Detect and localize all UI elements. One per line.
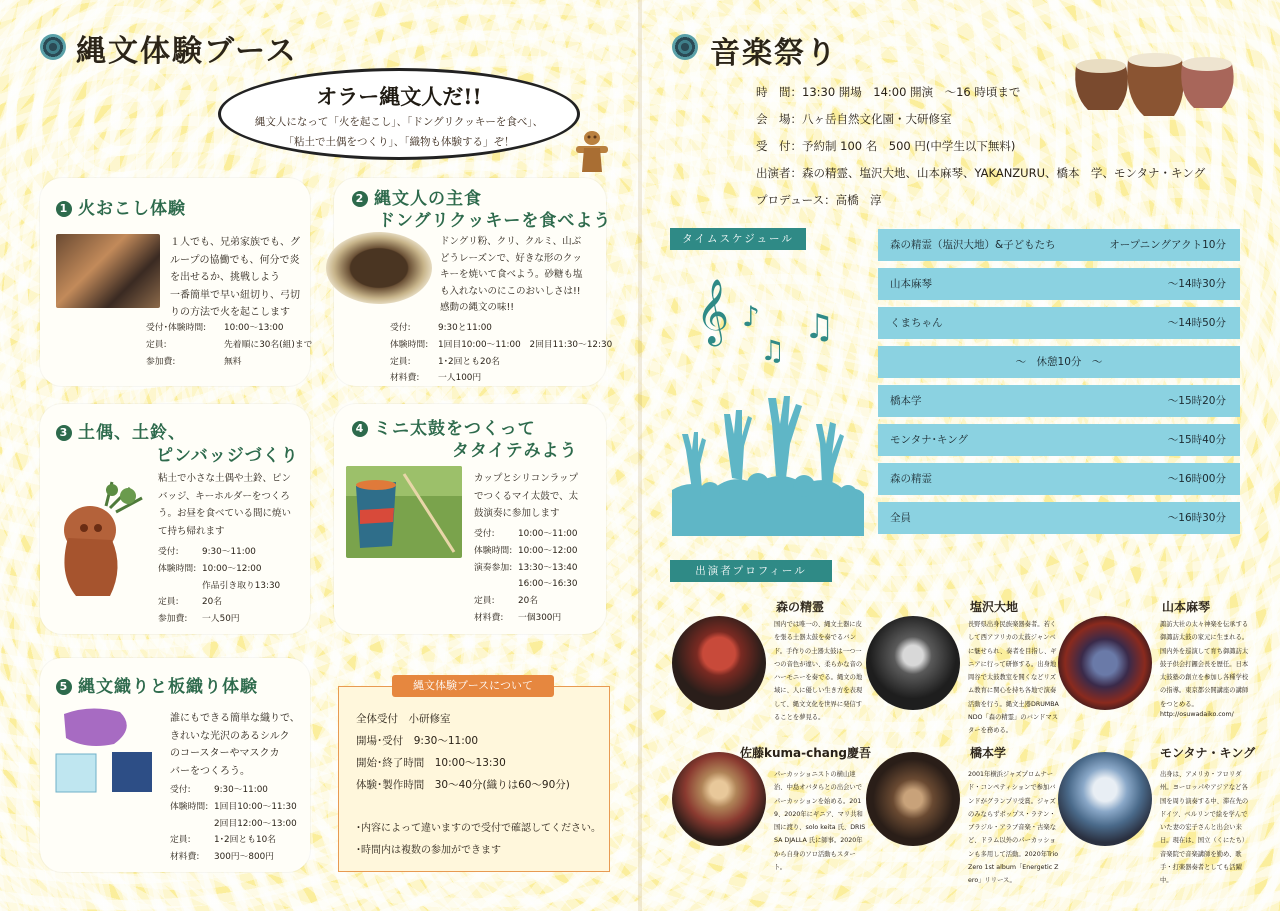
card-1-title-text: 火おこし体験	[78, 199, 186, 219]
schedule-row-break	[878, 346, 1240, 378]
festival-info	[756, 79, 1205, 214]
about-line: 開始･終了時間 10:00～13:30	[356, 757, 506, 769]
info-key: 体験時間:	[474, 545, 513, 556]
dogu-figure-icon	[572, 128, 612, 178]
festival-info-venue: 会 場：八ヶ岳自然文化園・大研修室	[756, 112, 952, 126]
info-row	[390, 320, 612, 337]
info-key: 体験時間:	[170, 801, 209, 812]
card-4-body-line: でつくるマイ太鼓で、太	[474, 490, 579, 502]
info-row	[474, 576, 578, 593]
about-note: ･内容によって違いますので受付で確認してください。	[356, 823, 601, 834]
festival-info-reception: 受 付：予約制 100 名 500 円(中学生以下無料)	[756, 139, 1016, 153]
info-value: 20名	[518, 596, 538, 607]
info-row	[390, 354, 612, 371]
card-2-body	[440, 234, 600, 317]
about-note: ･時間内は複数の参加ができます	[356, 845, 501, 856]
schedule-row	[878, 424, 1240, 456]
info-row	[158, 544, 280, 561]
card-5-body	[170, 710, 306, 780]
card-2-body-line: も入れないのにこのおいしさは!!	[440, 285, 581, 297]
jomon-spiral-icon	[672, 34, 698, 60]
profile-name: 橋本学	[970, 746, 1007, 760]
info-value: 1･2回とも20名	[438, 356, 500, 367]
dogu-photo	[50, 478, 150, 602]
schedule-row	[878, 502, 1240, 534]
info-row	[170, 782, 297, 799]
card-1-title	[56, 194, 186, 219]
schedule-time: オープニングアクト10分	[1109, 239, 1226, 251]
schedule-performer: くまちゃん	[890, 317, 943, 329]
info-key	[170, 816, 214, 833]
card-2-title-line-1: 縄文人の主食	[374, 189, 482, 209]
card-5-body-line: のコースターやマスクカ	[170, 748, 280, 759]
card-3-body-line: て持ち帰れます	[158, 525, 225, 537]
schedule-performer: 森の精霊	[890, 473, 932, 485]
schedule-row	[878, 229, 1240, 261]
card-5-body-line: 誰にもできる簡単な織りで、	[170, 713, 300, 724]
info-row	[158, 561, 280, 578]
card-5-info	[170, 782, 297, 866]
card-2-body-line: ドングリ粉、クリ、クルミ、山ぶ	[440, 236, 582, 247]
svg-text:♫: ♫	[804, 307, 835, 347]
info-row	[170, 816, 297, 833]
schedule-time: ～16時30分	[1167, 512, 1226, 524]
schedule-performer: 森の精霊（塩沢大地）&子どもたち	[890, 239, 1056, 251]
profile-name: モンタナ・キング	[1160, 746, 1256, 760]
jomon-spiral-icon	[40, 34, 66, 60]
info-row	[158, 594, 280, 611]
schedule-performer: モンタナ･キング	[890, 434, 969, 446]
mini-drum-photo	[346, 466, 462, 558]
info-value: 先着順に30名(組)まで	[224, 339, 313, 350]
card-5-title	[56, 672, 258, 697]
info-value: 10:00～12:00	[202, 563, 262, 574]
about-booth-notes	[356, 818, 601, 862]
info-row	[146, 320, 312, 337]
schedule-row	[878, 463, 1240, 495]
card-3-title-line-1: 土偶、土鈴、	[78, 423, 186, 443]
info-row	[158, 611, 280, 628]
profile-text: 出身は、アメリカ・フロリダ州。ヨーロッパやアジアなど各国を周り演奏する中、滞在先のドイツ、ベルリンで絵を学んでいた妻の宏子さんと出会い来日。現在は、国立（くにたち）音楽院で音楽講師を勤め、歌手・打楽器奏者としても活躍中。	[1160, 771, 1249, 885]
schedule-row	[878, 307, 1240, 339]
info-row	[474, 610, 578, 627]
schedule-performer: 山本麻琴	[890, 278, 932, 290]
festival-info-performers: 出演者：森の精霊、塩沢大地、山本麻琴、YAKANZURU、橋本 学、モンタナ・キング	[756, 166, 1206, 180]
card-3-info	[158, 544, 280, 628]
info-key: 定員:	[390, 356, 411, 367]
info-key: 体験時間:	[390, 339, 429, 350]
card-4-title-line-1: ミニ太鼓をつくって	[374, 419, 536, 439]
about-line: 全体受付 小研修室	[356, 713, 451, 725]
svg-text:𝄞: 𝄞	[696, 279, 730, 344]
about-line: 体験･製作時間 30～40分(織りは60～90分)	[356, 779, 570, 791]
info-value: 一人50円	[202, 614, 240, 625]
info-row	[146, 354, 312, 371]
card-4-number: 4	[352, 421, 368, 437]
info-row	[474, 560, 578, 577]
fire-making-photo	[56, 234, 160, 308]
info-value: 一個300円	[518, 612, 562, 623]
schedule-row	[878, 385, 1240, 417]
info-value: 13:30～13:40	[518, 562, 578, 573]
card-3-number: 3	[56, 425, 72, 441]
info-row	[390, 337, 612, 354]
card-3-body-line: う。お昼を食べている間に焼い	[158, 508, 292, 519]
schedule-performer: 全員	[890, 512, 911, 524]
info-value: 無料	[224, 356, 242, 367]
bubble-line-2: 「粘土で土偶をつくり」、「織物も体験する」ぞ！	[283, 136, 515, 148]
info-value: 9:30と11:00	[438, 323, 492, 333]
card-5-body-line: バーをつくろう。	[170, 765, 250, 777]
card-3-body	[158, 470, 306, 540]
bubble-line-1: 縄文人になって「火を起こし」、「ドングリクッキーを食べ」、	[254, 116, 544, 128]
card-2-number: 2	[352, 191, 368, 207]
info-value: 2回目12:00～13:00	[214, 818, 297, 829]
info-key: 定員:	[474, 596, 495, 607]
profile-text: 2001年横浜ジャズプロムナード・コンペティションで参加バンドがグランプリ受賞。ジャズのみならずポップス・ラテン・ブラジル・アラブ音楽・古楽など、ドラム以外のパーカッションも多用して活動。2020年Trio Zero 1st album「Energetic Zero」リリース。	[968, 771, 1059, 885]
card-1-body-line: りの方法で火を起こします	[170, 307, 290, 318]
info-value: 16:00～16:30	[518, 579, 578, 590]
info-key: 定員:	[146, 339, 167, 350]
card-1-body-line: １人でも、兄弟家族でも、グ	[170, 237, 300, 248]
schedule-time: ～15時20分	[1167, 395, 1226, 407]
profile-photo-mori-no-seirei	[672, 616, 766, 710]
schedule-time: ～15時40分	[1167, 434, 1226, 446]
profile-url: http://osuwadaiko.com/	[1160, 711, 1234, 718]
info-row	[158, 578, 280, 595]
card-2-title-line-2: ドングリクッキーを食べよう	[378, 211, 612, 231]
info-value: 9:30～11:00	[214, 785, 268, 795]
info-row	[474, 543, 578, 560]
info-value: 10:00～11:00	[518, 529, 578, 539]
info-key: 体験時間:	[158, 563, 197, 574]
info-key	[158, 578, 202, 595]
card-4-title-line-2: タタイテみよう	[452, 441, 578, 461]
svg-text:♪: ♪	[742, 300, 760, 333]
schedule-time: ～16時00分	[1167, 473, 1226, 485]
right-page-title: 音楽祭り	[710, 36, 838, 71]
info-key: 材料費:	[474, 612, 504, 623]
info-key: 材料費:	[390, 373, 420, 384]
profile-photo-shiozawa-daichi	[866, 616, 960, 710]
profile-name: 山本麻琴	[1162, 600, 1211, 614]
schedule-row	[878, 268, 1240, 300]
profile-text: 長野県出身民族楽器奏者。若くして西アフリカの太鼓ジャンベに魅せられ、奏者を目指し、ギニアに行って研修する。出身地岡谷で太鼓教室を開くなどリズム教育に関心を持ち各地で演奏活動を行う。縄文土器DRUMBANDO「森の精霊」のバンドマスターを務める。	[968, 621, 1059, 735]
card-2-body-line: 感動の縄文の味!!	[440, 302, 515, 313]
profile-text: 国内では唯一の、縄文土器に皮を張る土器太鼓を奏でるバンド。手作りの土器太鼓は一つ一つの音色が違い、柔らかな音のハーモニーを奏でる。縄文の地域に、人に優しい生き方を表現して、縄文文化を世界に発信することを夢見る。	[774, 621, 863, 722]
about-booth-tag: 縄文体験ブースについて	[392, 675, 554, 697]
about-line: 開場･受付 9:30～11:00	[356, 735, 479, 747]
speech-bubble	[218, 68, 580, 160]
info-value: 10:00～12:00	[518, 545, 578, 556]
schedule-tag: タイムスケジュール	[670, 228, 806, 250]
festival-info-producer: プロデュース：高橋 淳	[756, 193, 882, 207]
catchphrase: オラー縄文人だ!!	[316, 84, 482, 109]
info-key: 受付:	[390, 323, 411, 333]
profile-text: パーカッショニストの横山達治、中島オバタらとの出会いでパーカッションを始める。2019、2020年にギニア、マリ共和国に渡り、solo keita 氏、DRISSA DJALLA 氏に師事。2020年から自身のソロ活動もスタート。	[774, 771, 866, 872]
card-5-body-line: きれいな光沢のあるシルク	[170, 730, 290, 742]
card-3-body-line: 粘土で小さな土偶や土鈴、ピン	[158, 473, 292, 484]
music-notes-icon	[690, 270, 850, 370]
info-row	[474, 593, 578, 610]
card-5-number: 5	[56, 679, 72, 695]
info-row	[390, 370, 612, 387]
info-key: 定員:	[170, 835, 191, 846]
card-1-number: 1	[56, 201, 72, 217]
profile-tag: 出演者プロフィール	[670, 560, 832, 582]
info-key: 受付･体験時間:	[146, 323, 207, 333]
crowd-silhouette-icon	[672, 394, 864, 536]
schedule-time: ～14時30分	[1167, 278, 1226, 290]
card-2-body-line: どうレーズンで、好きな形のクッ	[440, 252, 582, 264]
info-value: 300円～800円	[214, 852, 274, 863]
svg-text:♫: ♫	[760, 334, 786, 367]
info-row	[170, 832, 297, 849]
info-row	[170, 799, 297, 816]
left-page-title: 縄文体験ブース	[76, 34, 298, 69]
acorn-cookie-photo	[326, 232, 432, 304]
profile-name: 塩沢大地	[970, 600, 1019, 614]
info-key: 参加費:	[158, 614, 188, 625]
info-value: 20名	[202, 597, 222, 608]
info-value: 作品引き取り13:30	[202, 580, 281, 591]
info-key: 参加費:	[146, 356, 176, 367]
info-key	[474, 576, 518, 593]
card-5-title-text: 縄文織りと板織り体験	[78, 677, 258, 697]
card-1-body-line: 一番簡単で早い紐切り、弓切	[170, 289, 300, 301]
profile-photo-yamamoto-makoto	[1058, 616, 1152, 710]
schedule-performer: 橋本学	[890, 395, 922, 407]
profile-name: 森の精霊	[776, 600, 825, 614]
profile-text: 諏訪大社の太々神楽を伝承する御諏訪太鼓の家元に生まれる。国内外を巡演して育ち御諏訪太鼓子供会打鑼会長を歴任。日本太鼓塾の創立を参加し各種学校の指導。東京都公開講座の講師をつとめる。	[1160, 621, 1249, 708]
card-1-body-line: を出せるか、挑戦しよう	[170, 272, 280, 283]
info-key: 演奏参加:	[474, 562, 513, 573]
card-2-info	[390, 320, 612, 387]
info-row	[170, 849, 297, 866]
info-value: 1回目10:00～11:00 2回目11:30～12:30	[438, 339, 613, 350]
profile-photo-hashimoto-manabu	[866, 752, 960, 846]
card-4-body-line: 鼓演奏に参加します	[474, 508, 560, 519]
festival-info-time: 時 間：13:30 開場 14:00 開演 ～16 時頃まで	[756, 85, 1021, 99]
info-value: 1回目10:00～11:30	[214, 801, 297, 812]
info-value: 一人100円	[438, 373, 482, 384]
info-row	[474, 526, 578, 543]
card-4-body	[474, 470, 604, 523]
info-value: 1･2回とも10名	[214, 835, 276, 846]
card-3-title	[56, 418, 186, 443]
card-4-info	[474, 526, 578, 627]
info-key: 材料費:	[170, 852, 200, 863]
profile-photo-montana-king	[1058, 752, 1152, 846]
info-value: 10:00～13:00	[224, 323, 284, 333]
page-fold	[638, 0, 642, 911]
schedule-break-label: ～ 休憩10分 ～	[1015, 356, 1103, 368]
card-3-title-line-2: ピンバッジづくり	[156, 446, 299, 466]
info-key: 受付:	[170, 785, 191, 795]
card-1-body	[170, 234, 306, 322]
schedule-time: ～14時50分	[1167, 317, 1226, 329]
card-4-body-line: カップとシリコンラップ	[474, 473, 579, 484]
profile-photo-sato-keigo	[672, 752, 766, 846]
info-key: 受付:	[474, 529, 495, 539]
weaving-photo	[50, 704, 162, 794]
info-key: 受付:	[158, 547, 179, 557]
card-3-body-line: バッジ、キーホルダーをつくろ	[158, 490, 290, 502]
info-row	[146, 337, 312, 354]
profile-name: 佐藤kuma-chang慶吾	[740, 746, 871, 760]
card-2-body-line: キーを焼いて食べよう。砂糖も塩	[440, 269, 583, 280]
card-1-body-line: ループの協働でも、何分で炎	[170, 254, 300, 266]
card-1-info	[146, 320, 312, 370]
about-booth-details	[356, 708, 570, 796]
info-key: 定員:	[158, 597, 179, 608]
info-value: 9:30～11:00	[202, 547, 256, 557]
